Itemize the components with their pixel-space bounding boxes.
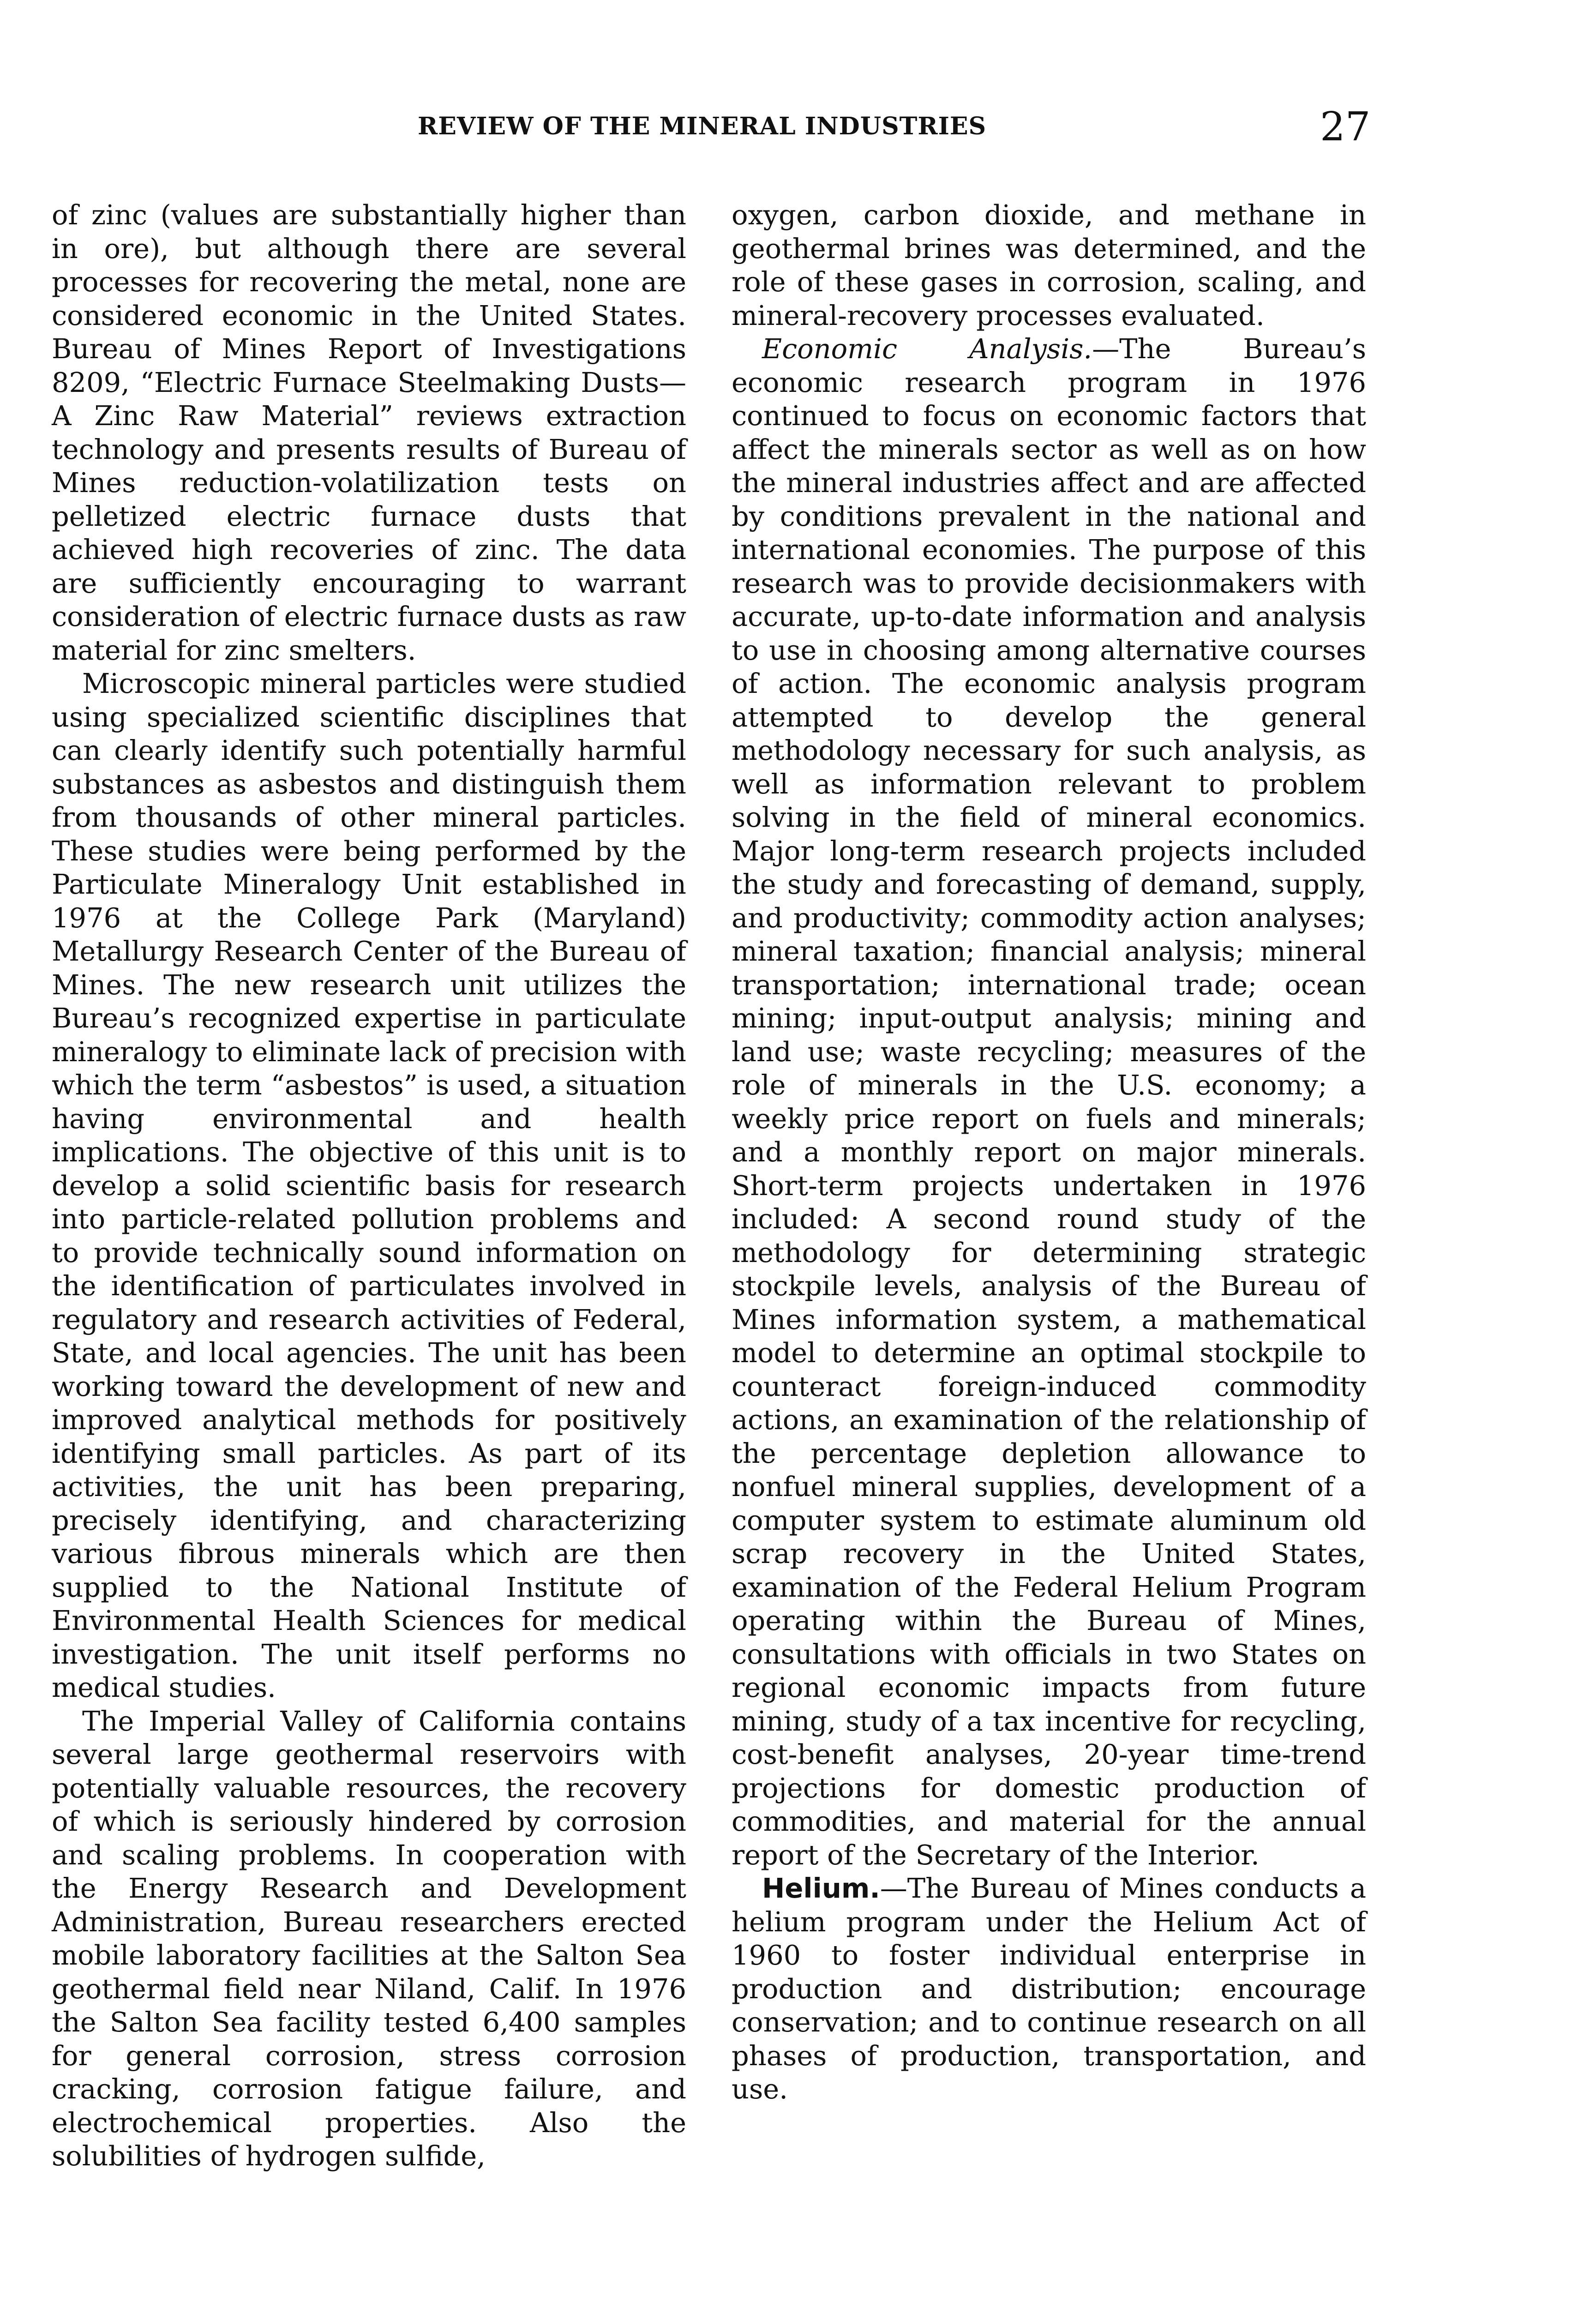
paragraph-helium [732,1872,1366,2106]
left-column [52,198,686,2173]
page-header [0,104,1596,164]
right-column [732,198,1366,2106]
paragraph-geothermal-gases: oxygen, carbon dioxide, and methane in geothermal brines was determined, and the role of these gases in corrosion, scaling, and mineral-recovery processes evaluated. [732,199,1366,331]
paragraph-imperial-valley: The Imperial Valley of California contains several large geothermal reservoirs with potentially valuable resources, the recovery of which is seriously hindered by corrosion and scaling problems. In cooperation with the Energy Research and Development Administration, Bureau researchers erected mobile laboratory facilities at the Salton Sea geothermal field near Niland, Calif. In 1976 the Salton Sea facility tested 6,400 samples for general corrosion, stress corrosion cracking, corrosion fatigue failure, and electrochemical properties. Also the solubilities of hydrogen sulfide, [52,1705,686,2172]
paragraph-mineral-particles: Microscopic mineral particles were studied using specialized scientific disciplines that can clearly identify such potentially harmful substances as asbestos and distinguish them from thousands of other mineral particles. These studies were being performed by the Particulate Mineralogy Unit established in 1976 at the College Park (Maryland) Metallurgy Research Center of the Bureau of Mines. The new research unit utilizes the Bureau’s recognized expertise in particulate mineralogy to eliminate lack of precision with which the term “asbestos” is used, a situation having environmental and health implications. The objective of this unit is to develop a solid scientific basis for research into particle-related pollution problems and to provide technically sound information on the identification of particulates involved in regulatory and research activities of Federal, State, and local agencies. The unit has been working toward the development of new and improved analytical methods for positively identifying small particles. As part of its activities, the unit has been preparing, precisely identifying, and characterizing various fibrous minerals which are then supplied to the National Institute of Environmental Health Sciences for medical investigation. The unit itself performs no medical studies. [52,667,686,1703]
paragraph-zinc-recovery: of zinc (values are substantially higher than in ore), but although there are several processes for recovering the metal, none are considered economic in the United States. Bureau of Mines Report of Investigations 8209, “Electric Furnace Steelmaking Dusts—A Zinc Raw Material” reviews extraction technology and presents results of Bureau of Mines reduction-volatilization tests on pelletized electric furnace dusts that achieved high recoveries of zinc. The data are sufficiently encouraging to warrant consideration of electric furnace dusts as raw material for zinc smelters. [52,199,686,666]
helium-heading: Helium. [762,1872,880,1904]
paragraph-economic-analysis [732,332,1366,1872]
page-number: 27 [1320,104,1371,150]
running-title: REVIEW OF THE MINERAL INDUSTRIES [418,112,987,140]
economic-analysis-body: —The Bureau’s economic research program in 1976 continued to focus on economic factors that affect the minerals sector as well as on how the mineral industries affect and are affected by conditions prevalent in the national and international economies. The purpose of this research was to provide decisionmakers with accurate, up-to-date information and analysis to use in choosing among alternative courses of action. The economic analysis program attempted to develop the general methodology necessary for such analysis, as well as information relevant to problem solving in the field of mineral economics. Major long-term research projects included the study and forecasting of demand, supply, and productivity; commodity action analyses; mineral taxation; financial analysis; mineral transportation; international trade; ocean mining; input-output analysis; mining and land use; waste recycling; measures of the role of minerals in the U.S. economy; a weekly price report on fuels and minerals; and a monthly report on major minerals. Short-term projects undertaken in 1976 included: A second round study of the methodology for determining strategic stockpile levels, analysis of the Bureau of Mines information system, a mathematical model to determine an optimal stockpile to counteract foreign-induced commodity actions, an examination of the relationship of the percentage depletion allowance to nonfuel mineral supplies, development of a computer system to estimate aluminum old scrap recovery in the United States, examination of the Federal Helium Program operating within the Bureau of Mines, consultations with officials in two States on regional economic impacts from future mining, study of a tax incentive for recycling, cost-benefit analyses, 20-year time-trend projections for domestic production of commodities, and material for the annual report of the Secretary of the Interior. [732,333,1366,1871]
economic-analysis-heading: Economic Analysis. [762,333,1092,365]
helium-body: —The Bureau of Mines conducts a helium program under the Helium Act of 1960 to foster individual enterprise in production and distribution; encourage conservation; and to continue research on all phases of production, transportation, and use. [732,1872,1366,2105]
